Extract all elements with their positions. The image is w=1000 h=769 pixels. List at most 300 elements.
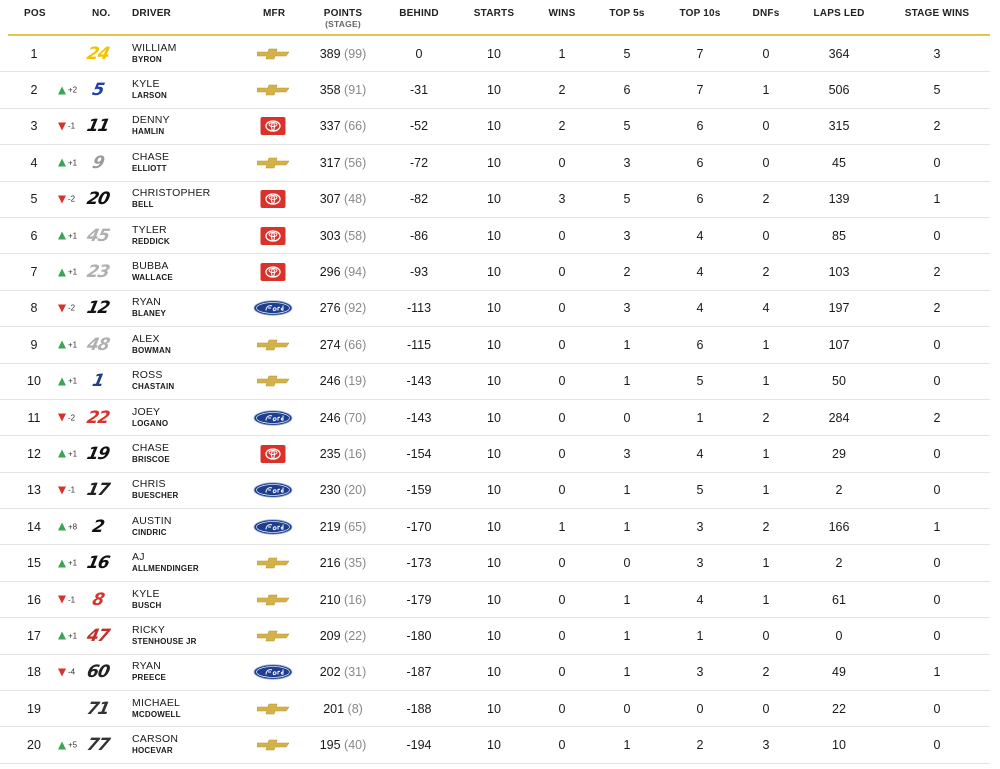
stage-wins: 0 (933, 374, 941, 389)
change-value: -2 (68, 303, 76, 313)
behind: -180 (406, 628, 432, 643)
dnfs: 2 (762, 410, 770, 425)
driver-first-name: DENNY (132, 114, 170, 127)
table-row[interactable] (0, 182, 990, 218)
behind: -115 (406, 337, 432, 352)
driver-last-name: BRISCOE (132, 454, 170, 464)
behind: -31 (409, 83, 429, 98)
behind: -194 (406, 738, 432, 753)
stage-wins: 1 (933, 519, 941, 534)
points-value: 246 (319, 410, 341, 425)
position: 17 (27, 628, 41, 643)
table-row[interactable] (0, 436, 990, 472)
chevrolet-logo-icon (257, 157, 289, 169)
table-row[interactable] (0, 36, 990, 72)
stage-points: (66) (344, 119, 367, 134)
behind: -188 (406, 701, 432, 716)
wins: 0 (558, 556, 566, 571)
driver-last-name: BELL (132, 200, 154, 210)
driver-name[interactable] (132, 369, 174, 393)
car-number: 8 (90, 589, 106, 610)
top-5s: 5 (623, 46, 631, 61)
driver-name[interactable] (132, 296, 166, 320)
car-number: 60 (85, 662, 111, 683)
driver-first-name: MICHAEL (132, 696, 181, 709)
driver-first-name: KYLE (132, 587, 160, 600)
ford-logo-icon (253, 300, 293, 316)
laps-led: 61 (832, 592, 846, 607)
table-row[interactable] (0, 655, 990, 691)
driver-last-name: ALLMENDINGER (132, 564, 199, 574)
starts: 10 (487, 155, 501, 170)
top-5s: 3 (623, 301, 631, 316)
stage-points: (22) (344, 628, 367, 643)
wins: 0 (558, 446, 566, 461)
laps-led: 45 (832, 155, 846, 170)
table-row[interactable] (0, 218, 990, 254)
header-driver[interactable]: DRIVER (132, 8, 171, 19)
table-row[interactable] (0, 582, 990, 618)
position-change (58, 631, 77, 640)
driver-first-name: TYLER (132, 223, 167, 236)
points (320, 338, 367, 352)
change-arrow-icon (58, 232, 66, 240)
points-value: 276 (319, 301, 341, 316)
driver-name[interactable] (132, 624, 197, 648)
top-10s: 4 (696, 228, 704, 243)
change-value: -2 (68, 194, 76, 204)
points (320, 265, 367, 279)
top-10s: 7 (696, 46, 704, 61)
driver-first-name: AJ (132, 551, 145, 564)
change-arrow-icon (58, 159, 66, 167)
car-number: 17 (85, 480, 111, 501)
driver-last-name: BUSCH (132, 600, 162, 610)
driver-name[interactable] (132, 733, 178, 757)
position-change (58, 195, 75, 204)
ford-logo-icon (253, 482, 293, 498)
table-row[interactable] (0, 109, 990, 145)
dnfs: 2 (762, 192, 770, 207)
stage-points: (66) (344, 337, 367, 352)
driver-name[interactable] (132, 588, 161, 612)
driver-name[interactable] (132, 697, 181, 721)
points (320, 629, 367, 643)
starts: 10 (487, 301, 501, 316)
position: 15 (27, 556, 41, 571)
behind: -113 (406, 301, 432, 316)
dnfs: 4 (762, 301, 770, 316)
top-10s: 6 (696, 192, 704, 207)
driver-first-name: RYAN (132, 660, 162, 673)
stage-wins: 0 (933, 483, 941, 498)
behind: -179 (406, 592, 432, 607)
laps-led: 29 (832, 446, 846, 461)
stage-points: (8) (347, 701, 363, 716)
position-change (58, 122, 75, 131)
top-5s: 1 (623, 592, 631, 607)
position: 11 (27, 410, 41, 425)
chevrolet-logo-icon (257, 739, 289, 751)
laps-led: 10 (832, 738, 846, 753)
toyota-logo-icon (260, 444, 286, 463)
stage-wins: 0 (933, 337, 941, 352)
position: 12 (27, 446, 41, 461)
driver-first-name: RICKY (132, 623, 166, 636)
top-5s: 1 (623, 628, 631, 643)
position: 14 (27, 519, 41, 534)
header-dnfs[interactable]: DNFs (752, 8, 780, 19)
toyota-logo-icon (260, 190, 286, 209)
driver-name[interactable] (132, 42, 177, 66)
top-10s: 0 (696, 701, 704, 716)
wins: 0 (558, 374, 566, 389)
car-number: 24 (85, 43, 111, 64)
header-starts[interactable]: STARTS (473, 8, 515, 19)
change-arrow-icon (58, 377, 66, 385)
top-10s: 3 (696, 519, 704, 534)
wins: 0 (558, 337, 566, 352)
position-change (58, 231, 77, 240)
top-5s: 0 (623, 556, 631, 571)
header-manufacturer[interactable]: MFR (263, 8, 286, 19)
change-arrow-icon (58, 486, 66, 494)
header-top5[interactable]: TOP 5s (609, 8, 645, 19)
top-5s: 5 (623, 192, 631, 207)
header-points[interactable] (324, 8, 362, 29)
starts: 10 (487, 46, 501, 61)
change-arrow-icon (58, 122, 66, 130)
points-value: 219 (319, 519, 341, 534)
change-value: +5 (68, 740, 78, 750)
table-row[interactable] (0, 400, 990, 436)
behind: -82 (409, 192, 429, 207)
driver-name[interactable] (132, 260, 173, 284)
table-row[interactable] (0, 327, 990, 363)
wins: 0 (558, 738, 566, 753)
behind: -154 (406, 446, 432, 461)
position-change (58, 559, 77, 568)
dnfs: 1 (762, 83, 770, 98)
points (320, 374, 367, 388)
behind: 0 (415, 46, 423, 61)
laps-led: 50 (832, 374, 846, 389)
change-value: +8 (68, 522, 78, 532)
dnfs: 0 (762, 155, 770, 170)
car-number: 22 (85, 407, 111, 428)
change-value: -1 (68, 485, 76, 495)
car-number: 48 (85, 334, 111, 355)
behind: -143 (406, 374, 432, 389)
change-arrow-icon (58, 632, 66, 640)
car-number: 20 (85, 189, 111, 210)
dnfs: 2 (762, 265, 770, 280)
position: 16 (27, 592, 41, 607)
driver-name[interactable] (132, 660, 166, 684)
driver-name[interactable] (132, 224, 170, 248)
change-value: +1 (68, 231, 78, 241)
points (320, 593, 367, 607)
stage-wins: 0 (933, 628, 941, 643)
driver-first-name: CHRISTOPHER (132, 187, 211, 200)
starts: 10 (487, 119, 501, 134)
header-car-number[interactable]: NO. (92, 8, 111, 19)
driver-last-name: LOGANO (132, 418, 169, 428)
points-value: 201 (323, 701, 345, 716)
starts: 10 (487, 228, 501, 243)
dnfs: 1 (762, 374, 770, 389)
change-value: +1 (68, 340, 78, 350)
driver-name[interactable] (132, 151, 169, 175)
table-row[interactable] (0, 509, 990, 545)
header-laps-led[interactable]: LAPS LED (813, 8, 865, 19)
position-change (58, 377, 77, 386)
chevrolet-logo-icon (257, 594, 289, 606)
top-10s: 4 (696, 446, 704, 461)
driver-name[interactable] (132, 114, 170, 138)
toyota-logo-icon (260, 263, 286, 282)
stage-wins: 2 (933, 410, 941, 425)
position: 4 (30, 155, 38, 170)
laps-led: 166 (828, 519, 850, 534)
change-value: +1 (68, 376, 78, 386)
table-row[interactable] (0, 145, 990, 181)
wins: 0 (558, 228, 566, 243)
driver-last-name: HAMLIN (132, 127, 165, 137)
wins: 0 (558, 301, 566, 316)
table-row[interactable] (0, 72, 990, 108)
car-number: 71 (85, 698, 111, 719)
dnfs: 1 (762, 483, 770, 498)
driver-name[interactable] (132, 187, 210, 211)
stage-points: (48) (344, 192, 367, 207)
stage-points: (20) (344, 483, 367, 498)
top-10s: 3 (696, 665, 704, 680)
points (320, 556, 367, 570)
top-10s: 1 (696, 628, 704, 643)
behind: -86 (409, 228, 429, 243)
stage-wins: 2 (933, 301, 941, 316)
points-value: 230 (319, 483, 341, 498)
change-value: +2 (68, 85, 78, 95)
car-number: 11 (85, 116, 111, 137)
driver-name[interactable] (132, 406, 168, 430)
driver-last-name: CHASTAIN (132, 382, 175, 392)
top-10s: 5 (696, 483, 704, 498)
points (320, 520, 367, 534)
wins: 2 (558, 83, 566, 98)
top-10s: 6 (696, 119, 704, 134)
points-value: 358 (319, 83, 341, 98)
points-value: 202 (319, 665, 341, 680)
driver-first-name: CHRIS (132, 478, 166, 491)
wins: 0 (558, 701, 566, 716)
header-points-sub: (STAGE) (325, 19, 361, 29)
top-10s: 5 (696, 374, 704, 389)
starts: 10 (487, 337, 501, 352)
table-row[interactable] (0, 691, 990, 727)
stage-wins: 3 (933, 46, 941, 61)
top-5s: 0 (623, 410, 631, 425)
header-pos[interactable]: POS (24, 8, 46, 19)
top-10s: 6 (696, 337, 704, 352)
position: 10 (27, 374, 41, 389)
stage-wins: 1 (933, 192, 941, 207)
points-value: 195 (319, 738, 341, 753)
header-stage-wins[interactable]: STAGE WINS (904, 8, 970, 19)
stage-points: (16) (344, 446, 367, 461)
change-value: -1 (68, 121, 76, 131)
position-change (58, 86, 77, 95)
position-change (58, 595, 75, 604)
table-row[interactable] (0, 618, 990, 654)
change-arrow-icon (58, 523, 66, 531)
top-5s: 3 (623, 228, 631, 243)
position-change (58, 304, 75, 313)
driver-first-name: RYAN (132, 296, 162, 309)
wins: 0 (558, 265, 566, 280)
header-wins[interactable]: WINS (548, 8, 576, 19)
points-value: 246 (319, 374, 341, 389)
table-row[interactable] (0, 254, 990, 290)
driver-name[interactable] (132, 551, 199, 575)
stage-points: (16) (344, 592, 367, 607)
dnfs: 1 (762, 337, 770, 352)
car-number: 19 (85, 443, 111, 464)
table-row[interactable] (0, 727, 990, 763)
stage-wins: 0 (933, 228, 941, 243)
wins: 3 (558, 192, 566, 207)
dnfs: 0 (762, 701, 770, 716)
car-number: 77 (85, 735, 111, 756)
wins: 0 (558, 410, 566, 425)
points (320, 229, 367, 243)
wins: 2 (558, 119, 566, 134)
laps-led: 284 (828, 410, 850, 425)
dnfs: 0 (762, 119, 770, 134)
stage-wins: 0 (933, 592, 941, 607)
driver-last-name: BUESCHER (132, 491, 179, 501)
starts: 10 (487, 519, 501, 534)
change-value: -4 (68, 667, 76, 677)
driver-first-name: ROSS (132, 369, 163, 382)
behind: -52 (409, 119, 429, 134)
points-value: 317 (319, 155, 341, 170)
position: 1 (30, 46, 38, 61)
points (320, 301, 367, 315)
table-row[interactable] (0, 291, 990, 327)
change-arrow-icon (58, 668, 66, 676)
starts: 10 (487, 374, 501, 389)
driver-name[interactable] (132, 442, 170, 466)
points (320, 665, 367, 679)
car-number: 45 (85, 225, 111, 246)
driver-first-name: KYLE (132, 78, 160, 91)
stage-points: (99) (344, 46, 367, 61)
change-arrow-icon (58, 341, 66, 349)
position: 9 (30, 337, 38, 352)
laps-led: 2 (835, 483, 843, 498)
stage-wins: 2 (933, 119, 941, 134)
points-value: 216 (319, 556, 341, 571)
starts: 10 (487, 83, 501, 98)
change-value: -1 (68, 595, 76, 605)
car-number: 16 (85, 553, 111, 574)
chevrolet-logo-icon (257, 557, 289, 569)
car-number: 47 (85, 625, 111, 646)
dnfs: 2 (762, 519, 770, 534)
change-arrow-icon (58, 596, 66, 604)
points (323, 702, 363, 716)
starts: 10 (487, 483, 501, 498)
change-arrow-icon (58, 450, 66, 458)
position: 6 (30, 228, 38, 243)
stage-points: (19) (344, 374, 367, 389)
laps-led: 0 (835, 628, 843, 643)
chevrolet-logo-icon (257, 375, 289, 387)
wins: 0 (558, 665, 566, 680)
points (320, 738, 367, 752)
position: 7 (30, 265, 38, 280)
driver-last-name: REDDICK (132, 236, 170, 246)
dnfs: 0 (762, 228, 770, 243)
toyota-logo-icon (260, 226, 286, 245)
table-row[interactable] (0, 473, 990, 509)
position-change (58, 486, 75, 495)
wins: 0 (558, 592, 566, 607)
stage-points: (58) (344, 228, 367, 243)
driver-name[interactable] (132, 515, 172, 539)
table-row[interactable] (0, 364, 990, 400)
chevrolet-logo-icon (257, 703, 289, 715)
change-value: +1 (68, 267, 78, 277)
header-top10[interactable]: TOP 10s (679, 8, 721, 19)
driver-first-name: CARSON (132, 733, 179, 746)
starts: 10 (487, 665, 501, 680)
driver-name[interactable] (132, 333, 171, 357)
chevrolet-logo-icon (257, 84, 289, 96)
driver-last-name: LARSON (132, 91, 167, 101)
toyota-logo-icon (260, 117, 286, 136)
dnfs: 2 (762, 665, 770, 680)
laps-led: 506 (828, 83, 850, 98)
driver-name[interactable] (132, 78, 167, 102)
position: 20 (27, 738, 41, 753)
dnfs: 3 (762, 738, 770, 753)
stage-points: (35) (344, 556, 367, 571)
behind: -173 (406, 556, 432, 571)
chevrolet-logo-icon (257, 339, 289, 351)
driver-last-name: MCDOWELL (132, 709, 181, 719)
starts: 10 (487, 592, 501, 607)
car-number: 5 (90, 80, 106, 101)
starts: 10 (487, 701, 501, 716)
header-behind[interactable]: BEHIND (399, 8, 439, 19)
points (320, 83, 367, 97)
table-body (0, 36, 1000, 764)
chevrolet-logo-icon (257, 48, 289, 60)
stage-points: (31) (344, 665, 367, 680)
driver-name[interactable] (132, 478, 179, 502)
driver-first-name: CHASE (132, 441, 170, 454)
stage-points: (65) (344, 519, 367, 534)
stage-wins: 0 (933, 738, 941, 753)
top-5s: 1 (623, 337, 631, 352)
change-value: +1 (68, 449, 78, 459)
starts: 10 (487, 556, 501, 571)
table-row[interactable] (0, 545, 990, 581)
wins: 0 (558, 483, 566, 498)
